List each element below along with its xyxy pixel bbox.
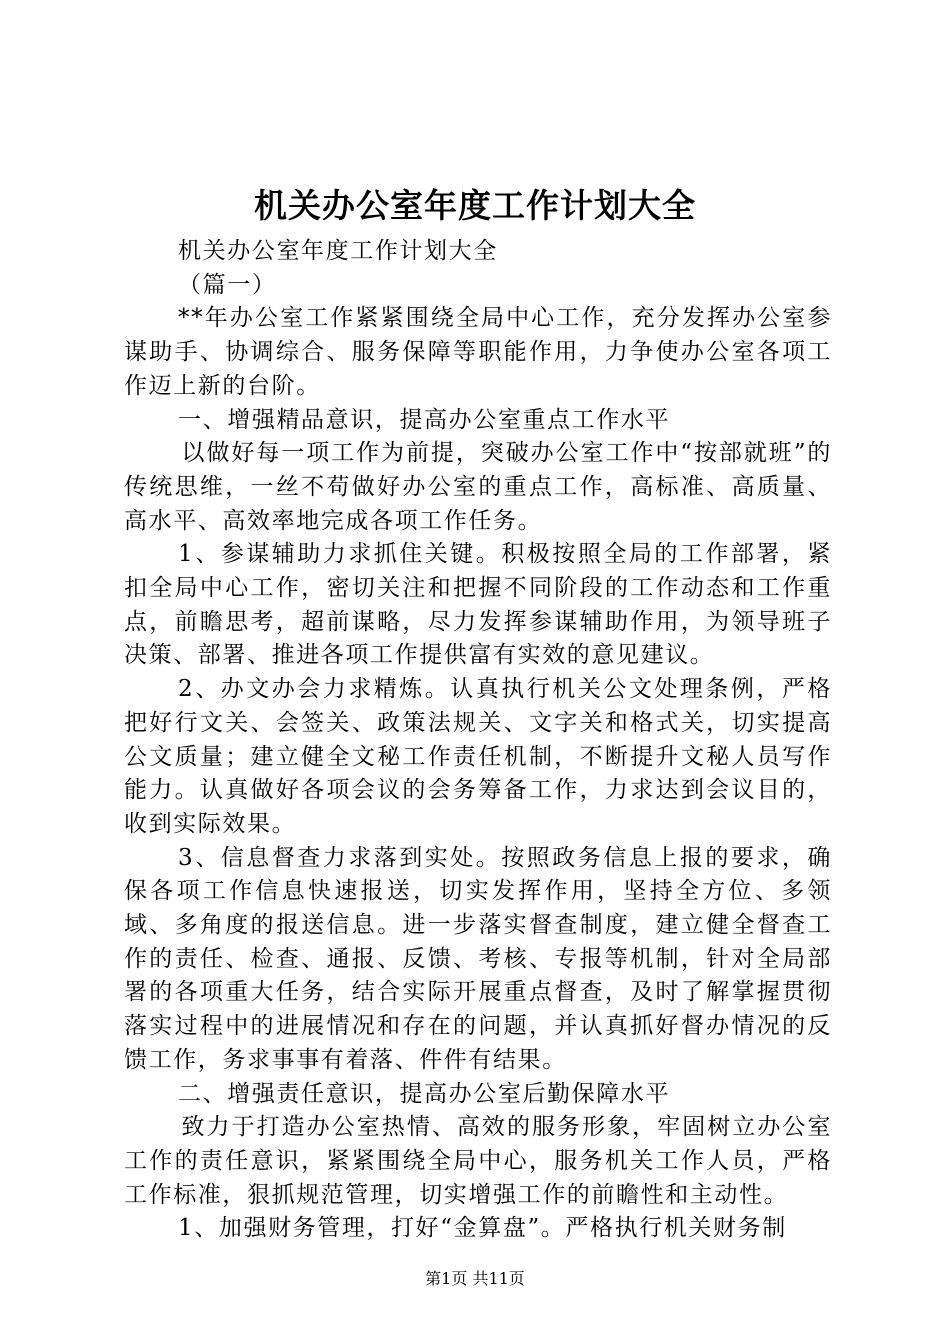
paragraph-item-2-1: 1、加强财务管理，打好“金算盘”。严格执行机关财务制 [178, 1215, 787, 1242]
paragraph-section-1-intro: 以做好每一项工作为前提，突破办公室工作中“按部就班”的传统思维，一丝不苟做好办公室的重点工作，高标准、高质量、高水平、高效率地完成各项工作任务。 [124, 440, 832, 534]
paragraph-subtitle: 机关办公室年度工作计划大全 [178, 238, 498, 264]
paragraph-intro: **年办公室工作紧紧围绕全局中心工作，充分发挥办公室参谋助手、协调综合、服务保障等职能作用，力争使办公室各项工作迈上新的台阶。 [124, 305, 832, 399]
paragraph-part-label: （篇一） [178, 271, 277, 298]
paragraph-section-2-intro: 致力于打造办公室热情、高效的服务形象，牢固树立办公室工作的责任意识，紧紧围绕全局中心，服务机关工作人员，严格工作标准，狠抓规范管理，切实增强工作的前瞻性和主动性。 [124, 1114, 832, 1208]
section-heading-1: 一、增强精品意识，提高办公室重点工作水平 [178, 406, 671, 433]
document-body [124, 235, 832, 1246]
paragraph-item-1-1: 1、参谋辅助力求抓住关键。积极按照全局的工作部署，紧扣全局中心工作，密切关注和把握不同阶段的工作动态和工作重点，前瞻思考，超前谋略，尽力发挥参谋辅助作用，为领导班子决策、部署、推进各项工作提供富有实效的意见建议。 [124, 541, 832, 669]
paragraph-item-1-3: 3、信息督查力求落到实处。按照政务信息上报的要求，确保各项工作信息快速报送，切实发挥作用，坚持全方位、多领域、多角度的报送信息。进一步落实督查制度，建立健全督查工作的责任、检查、通报、反馈、考核、专报等机制，针对全局部署的各项重大任务，结合实际开展重点督查，及时了解掌握贯彻落实过程中的进展情况和存在的问题，并认真抓好督办情况的反馈工作，务求事事有着落、件件有结果。 [124, 844, 832, 1073]
document-title: 机关办公室年度工作计划大全 [254, 186, 696, 225]
paragraph-item-1-2: 2、办文办会力求精炼。认真执行机关公文处理条例，严格把好行文关、会签关、政策法规关、文字关和格式关，切实提高公文质量；建立健全文秘工作责任机制，不断提升文秘人员写作能力。认真做好各项会议的会务筹备工作，力求达到会议目的，收到实际效果。 [124, 676, 832, 837]
page-footer: 第1页 共11页 [425, 1269, 525, 1288]
section-heading-2: 二、增强责任意识，提高办公室后勤保障水平 [178, 1080, 671, 1107]
